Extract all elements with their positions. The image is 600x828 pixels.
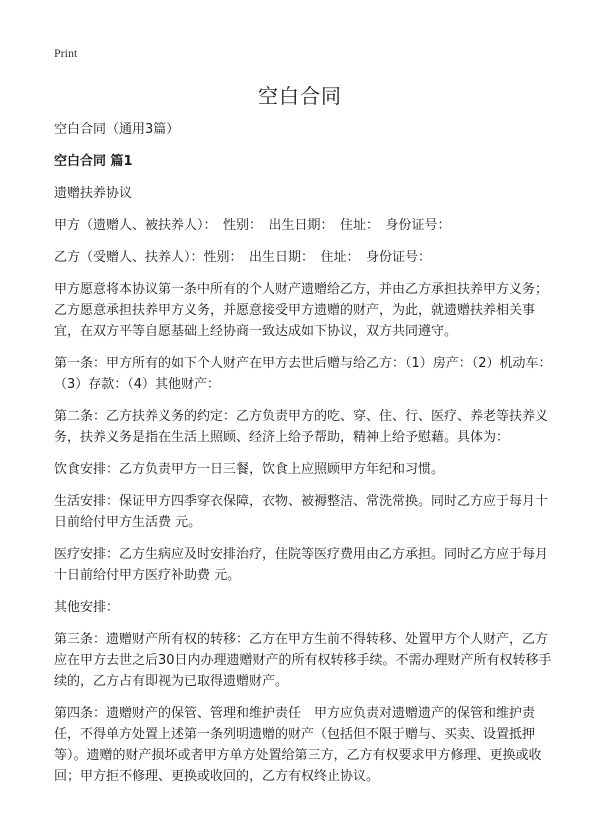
paragraph-article-4: 第四条：遗赠财产的保管、管理和维护责任 甲方应负责对遗赠遗产的保管和维护责任，不得单方处置上述第一条列明遗赠的财产（包括但不限于赠与、买卖、设置抵押等）。遗赠的财产损坏或者甲方单方处置给第三方，乙方有权要求甲方修理、更换或收回；甲方拒不修理、更换或收回的，乙方有权终止协议。 — [54, 706, 542, 784]
document-title: 空白合同 — [258, 84, 342, 108]
paragraph-agreement-name: 遗赠扶养协议 — [54, 186, 133, 201]
paragraph-article-2: 第二条：乙方扶养义务的约定：乙方负责甲方的吃、穿、住、行、医疗、养老等扶养义务，扶养义务是指在生活上照顾、经济上给予帮助，精神上给予慰藉。具体为： — [54, 409, 549, 445]
paragraph-other: 其他安排： — [54, 600, 120, 615]
paragraph-diet: 饮食安排：乙方负责甲方一日三餐，饮食上应照顾甲方年纪和习惯。 — [54, 462, 445, 477]
paragraph-preamble: 甲方愿意将本协议第一条中所有的个人财产遗赠给乙方，并由乙方承担扶养甲方义务；乙方愿意承担扶养甲方义务，并愿意接受甲方遗赠的财产，为此，就遗赠扶养相关事宜，在双方平等自愿基础上经协商一致达成如下协议，双方共同遵守。 — [54, 282, 549, 339]
section-heading: 空白合同 篇1 — [54, 154, 133, 169]
paragraph-article-1: 第一条：甲方所有的如下个人财产在甲方去世后赠与给乙方：（1）房产：（2）机动车：（3）存款：（4）其他财产： — [54, 356, 552, 392]
document-body — [54, 119, 552, 798]
paragraph-living: 生活安排：保证甲方四季穿衣保障，衣物、被褥整洁、常洗常换。同时乙方应于每月十日前给付甲方生活费 元。 — [54, 494, 549, 530]
paragraph-party-a: 甲方（遗赠人、被扶养人）： 性别： 出生日期： 住址： 身份证号： — [54, 218, 451, 233]
paragraph-medical: 医疗安排：乙方生病应及时安排治疗，住院等医疗费用由乙方承担。同时乙方应于每月十日前给付甲方医疗补助费 元。 — [54, 547, 549, 583]
document-subtitle: 空白合同（通用3篇） — [54, 122, 180, 137]
paragraph-article-3: 第三条：遗赠财产所有权的转移：乙方在甲方生前不得转移、处置甲方个人财产，乙方应在甲方去世之后30日内办理遗赠财产的所有权转移手续。不需办理财产所有权转移手续的，乙方占有即视为已取得遗赠财产。 — [54, 632, 552, 689]
paragraph-party-b: 乙方（受赠人、扶养人）：性别： 出生日期： 住址： 身份证号： — [54, 250, 432, 265]
print-label[interactable]: Print — [54, 46, 78, 60]
